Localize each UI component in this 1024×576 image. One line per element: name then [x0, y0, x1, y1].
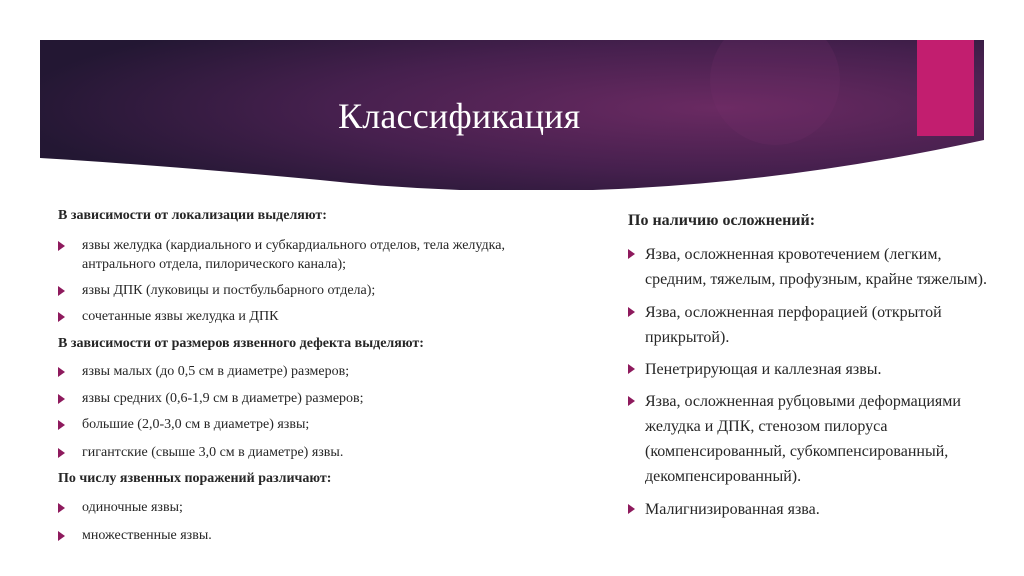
- bullet-arrow-icon: [58, 531, 65, 541]
- complication-item-text: желудка и ДПК, стенозом пилоруса: [645, 418, 888, 435]
- bullet-arrow-icon: [58, 394, 65, 404]
- list-item-text: множественные язвы.: [82, 528, 212, 543]
- slide-title: Классификация: [338, 96, 581, 136]
- bullet-arrow-icon: [58, 286, 65, 296]
- list-item-text: сочетанные язвы желудка и ДПК: [82, 309, 279, 324]
- list-item-text: антрального отдела, пилорического канала);: [82, 257, 347, 272]
- complication-item-text: Язва, осложненная перфорацией (открытой: [645, 304, 942, 321]
- bullet-arrow-icon: [58, 312, 65, 322]
- complication-item-text: декомпенсированный).: [645, 468, 802, 485]
- section-heading-complications: По наличию осложнений:: [628, 212, 816, 229]
- complication-item-text: Язва, осложненная кровотечением (легким,: [645, 246, 942, 263]
- bullet-arrow-icon: [58, 448, 65, 458]
- bullet-arrow-icon: [58, 420, 65, 430]
- bullet-arrow-icon: [628, 307, 635, 317]
- section-heading-localization: В зависимости от локализации выделяют:: [58, 208, 327, 223]
- bullet-arrow-icon: [628, 364, 635, 374]
- complication-item-text: средним, тяжелым, профузным, крайне тяжелым).: [645, 271, 987, 288]
- bullet-arrow-icon: [628, 396, 635, 406]
- list-item-text: язвы средних (0,6-1,9 см в диаметре) размеров;: [82, 391, 364, 406]
- list-item-text: гигантские (свыше 3,0 см в диаметре) язвы.: [82, 445, 344, 460]
- complication-item-text: Малигнизированная язва.: [645, 501, 820, 518]
- bullet-arrow-icon: [628, 249, 635, 259]
- complication-item-text: прикрытой).: [645, 329, 730, 346]
- list-item-text: язвы ДПК (луковицы и постбульбарного отдела);: [82, 283, 376, 298]
- complication-item-text: Пенетрирующая и каллезная язвы.: [645, 361, 882, 378]
- list-item-text: одиночные язвы;: [82, 500, 183, 515]
- list-item-text: большие (2,0-3,0 см в диаметре) язвы;: [82, 417, 310, 432]
- list-item-text: язвы желудка (кардиального и субкардиального отделов, тела желудка,: [82, 238, 505, 253]
- bullet-arrow-icon: [58, 367, 65, 377]
- bullet-arrow-icon: [628, 504, 635, 514]
- accent-bar: [917, 40, 974, 136]
- list-item-text: язвы малых (до 0,5 см в диаметре) размеров;: [82, 364, 350, 379]
- section-heading-size: В зависимости от размеров язвенного дефекта выделяют:: [58, 336, 424, 351]
- bullet-arrow-icon: [58, 241, 65, 251]
- bullet-arrow-icon: [58, 503, 65, 513]
- complication-item-text: Язва, осложненная рубцовыми деформациями: [645, 393, 961, 410]
- section-heading-count: По числу язвенных поражений различают:: [58, 471, 332, 486]
- complication-item-text: (компенсированный, субкомпенсированный,: [645, 443, 949, 460]
